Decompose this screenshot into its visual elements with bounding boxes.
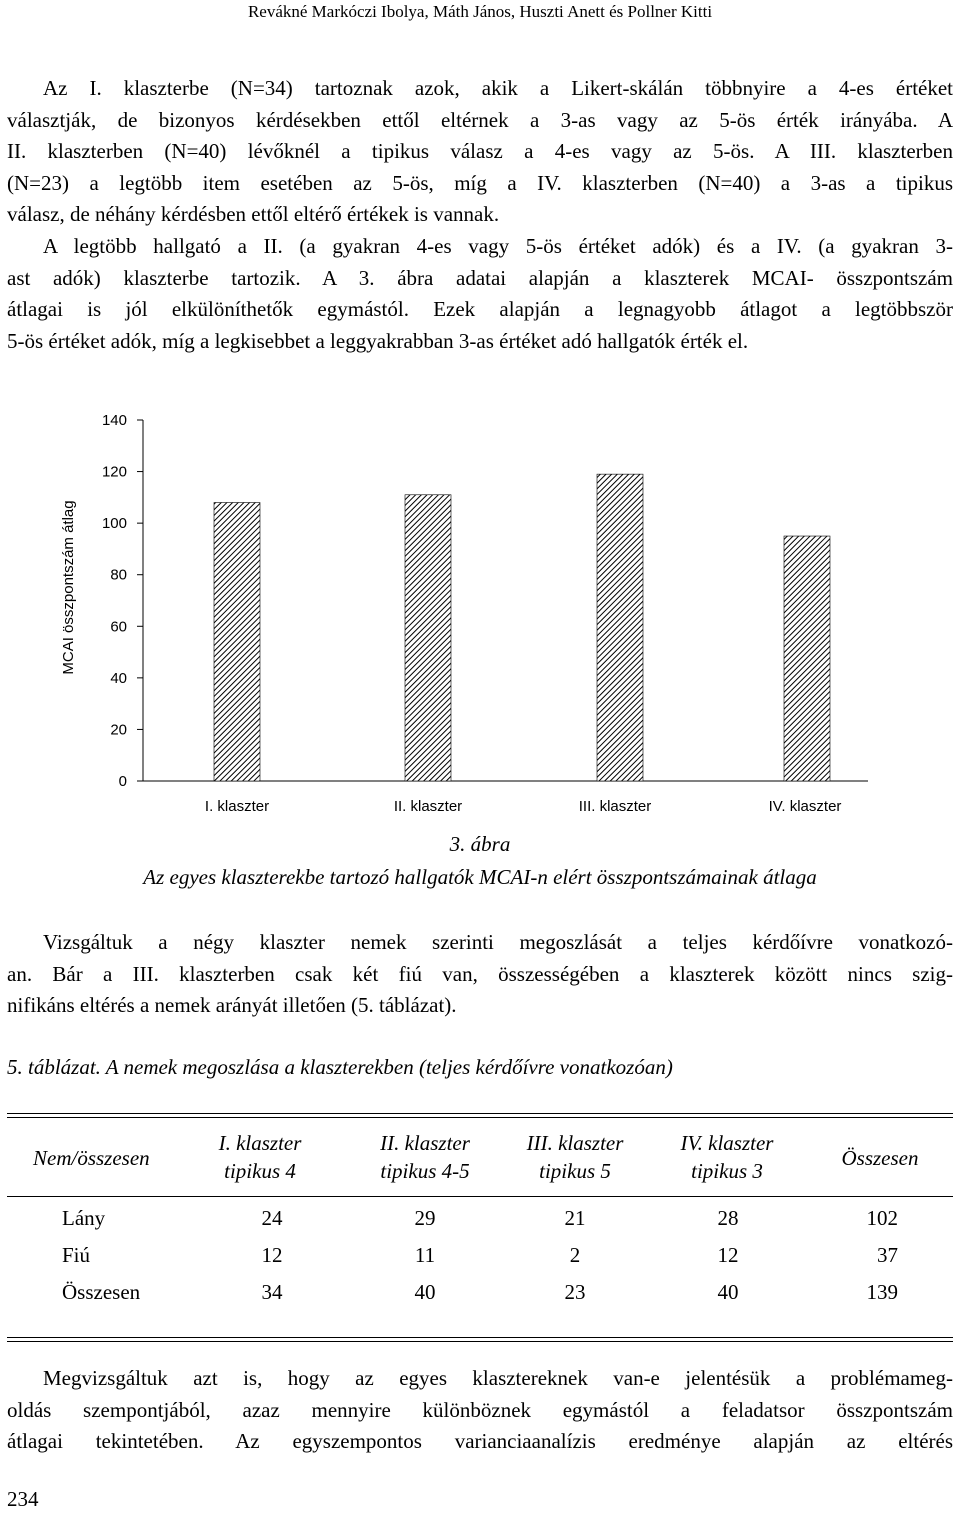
- table-cell: 21: [564, 1206, 586, 1230]
- text-line: átlagai tekintetében. Az egyszempontos varianciaanalízis eredménye alapján az eltérés: [7, 1429, 953, 1454]
- text-line: választják, de bizonyos kérdésekben ettől eltérnek a 3-as vagy az 5-ös érték irányába. A: [7, 107, 953, 132]
- y-tick-label: 140: [101, 412, 127, 429]
- table-cell: 40: [717, 1280, 739, 1304]
- running-header: Revákné Markóczi Ibolya, Máth János, Huszti Anett és Pollner Kitti: [247, 2, 713, 21]
- text-line: oldás szempontjából, azaz mennyire különböznek egymástól a feladatsor összpontszám: [7, 1397, 953, 1422]
- y-tick-label: 20: [110, 721, 127, 739]
- text-line: válasz, de néhány kérdésben ettől eltérő értékek is vannak.: [7, 202, 500, 227]
- text-line: II. klaszterben (N=40) lévőknél a tipikus válasz a 4-es vagy az 5-ös. A III. klaszterben: [7, 139, 953, 164]
- table-header-col-3-sub: tipikus 5: [539, 1159, 611, 1183]
- table-cell: 23: [564, 1280, 586, 1304]
- figure-caption: Az egyes klaszterekbe tartozó hallgatók MCAI-n elért összpontszámainak átlaga: [143, 865, 817, 889]
- y-tick-label: 0: [118, 773, 127, 790]
- paragraph-distribution: [7, 231, 953, 357]
- table-cell: 12: [261, 1243, 283, 1267]
- table-cell: 34: [261, 1280, 283, 1304]
- bar-1: [214, 503, 260, 781]
- row-label: Fiú: [62, 1243, 91, 1267]
- x-tick-label: I. klaszter: [204, 798, 270, 815]
- table-bottom-rule: [7, 1341, 953, 1342]
- y-tick-label: 100: [101, 515, 127, 533]
- paragraph-problem-solving: [7, 1363, 953, 1458]
- text-line: ast adók) klaszterbe tartozik. A 3. ábra adatai alapján a klaszterek MCAI- összpontszám: [7, 265, 953, 290]
- table-cell: 29: [414, 1206, 436, 1230]
- table-cell: 2: [569, 1243, 581, 1267]
- text-line: an. Bár a III. klaszterben csak két fiú van, összességében a klaszterek között nincs szig-: [7, 961, 953, 986]
- table-cell: 11: [414, 1243, 436, 1267]
- table-top-rule: [7, 1117, 953, 1118]
- x-tick-label: II. klaszter: [393, 798, 463, 815]
- table-cell: 28: [717, 1206, 739, 1230]
- chart-bars: [214, 474, 830, 781]
- y-tick-label: 60: [110, 618, 127, 636]
- table-header-col-1: I. klaszter: [218, 1131, 302, 1155]
- table-top-rule: [7, 1113, 953, 1114]
- text-line: A legtöbb hallgató a II. (a gyakran 4-es vagy 5-ös értéket adók) és a IV. (a gyakran 3-: [43, 234, 953, 258]
- table-header-row-label: Nem/összesen: [33, 1146, 150, 1170]
- paragraph-clusters: [7, 73, 953, 231]
- table-header-total: Összesen: [841, 1146, 919, 1170]
- table-cell: 12: [717, 1243, 739, 1267]
- table-header-col-3: III. klaszter: [526, 1131, 624, 1155]
- table-cell: 37: [877, 1243, 898, 1267]
- text-line: nifikáns eltérés a nemek arányát illetően (5. táblázat).: [7, 993, 457, 1018]
- y-tick-label: 40: [110, 669, 127, 687]
- bar-3: [597, 474, 643, 781]
- table-header-rule: [7, 1196, 953, 1197]
- table-header-col-4: IV. klaszter: [680, 1131, 774, 1155]
- x-tick-label: III. klaszter: [578, 798, 652, 815]
- text-line: Az I. klaszterbe (N=34) tartoznak azok, akik a Likert-skálán többnyire a 4-es értéket: [43, 76, 953, 100]
- table-title: 5. táblázat. A nemek megoszlása a klaszterekben (teljes kérdőívre vonatkozóan): [7, 1055, 673, 1079]
- x-tick-label: IV. klaszter: [768, 798, 842, 815]
- table-cell: 24: [261, 1206, 283, 1230]
- bar-chart: [0, 395, 960, 825]
- table-header-col-1-sub: tipikus 4: [224, 1159, 296, 1183]
- text-line: Vizsgáltuk a négy klaszter nemek szerinti megoszlását a teljes kérdőívre vonatkozó-: [43, 930, 953, 954]
- y-axis-label: MCAI összpontszám átlag: [60, 500, 77, 675]
- figure-number: 3. ábra: [449, 832, 511, 856]
- text-line: átlagai is jól elkülöníthetők egymástól. Ezek alapján a legnagyobb átlagot a legtöbbször: [7, 297, 953, 322]
- bar-4: [784, 536, 830, 781]
- bar-2: [405, 495, 451, 781]
- row-label: Összesen: [62, 1280, 141, 1304]
- text-line: Megvizsgáltuk azt is, hogy az egyes klasztereknek van-e jelentésük a problémameg-: [43, 1366, 953, 1390]
- table-header-col-2: II. klaszter: [380, 1131, 470, 1155]
- text-line: (N=23) a legtöbb item esetében az 5-ös, míg a IV. klaszterben (N=40) a 3-as a tipikus: [7, 170, 953, 195]
- page-number: 234: [7, 1487, 39, 1511]
- row-label: Lány: [62, 1206, 106, 1230]
- text-line: 5-ös értéket adók, míg a legkisebbet a leggyakrabban 3-as értéket adó hallgatók érték el.: [7, 328, 749, 353]
- table-cell: 139: [866, 1280, 898, 1304]
- y-tick-label: 120: [101, 463, 127, 481]
- paragraph-gender: [7, 927, 953, 1022]
- table-cell: 102: [866, 1206, 898, 1230]
- table-cell: 40: [414, 1280, 436, 1304]
- table-header-col-4-sub: tipikus 3: [691, 1159, 763, 1183]
- table-bottom-rule: [7, 1337, 953, 1338]
- table-header-col-2-sub: tipikus 4-5: [380, 1159, 470, 1183]
- y-tick-label: 80: [110, 566, 127, 584]
